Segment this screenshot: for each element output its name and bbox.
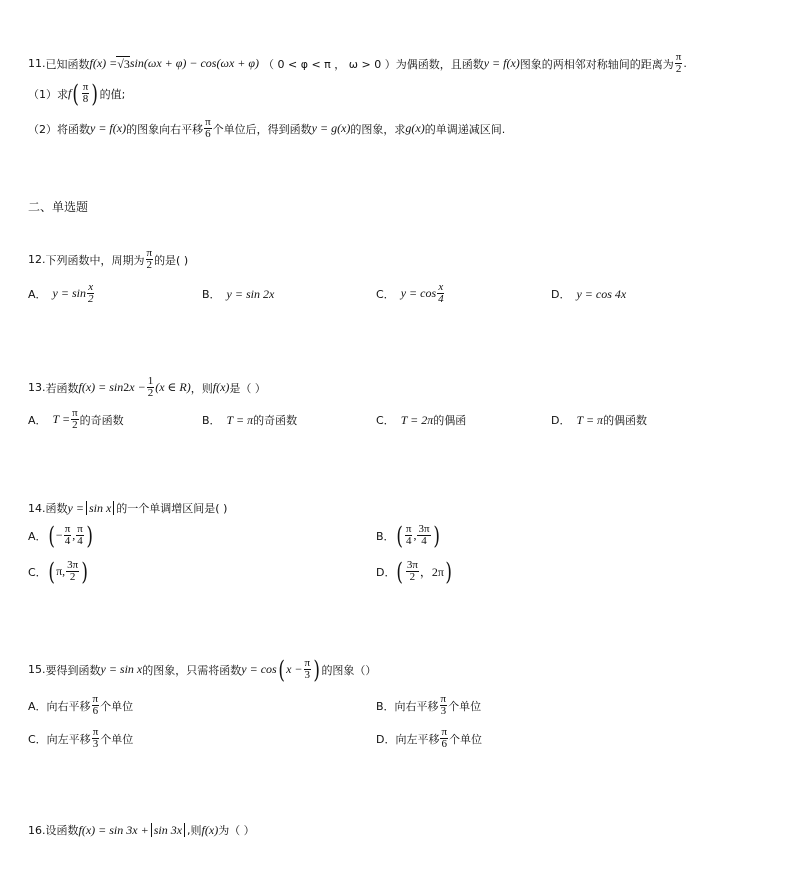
q13-option-a[interactable]: A． T = $\frac{\pi}{2}$ 的奇函数	[28, 407, 124, 431]
fraction: $\frac{\pi}{6}$	[441, 726, 448, 750]
fraction: $\frac{3\pi}{4}$	[418, 523, 430, 547]
fraction: $\frac{x}{2}$	[87, 281, 94, 305]
fraction: $\frac{\pi}{6}$	[205, 116, 211, 140]
fraction: $\frac{\pi}{3}$	[440, 693, 447, 717]
q13-option-c[interactable]: C． T = 2π 的偶函	[376, 412, 467, 427]
fraction: $\frac{\pi}{6}$	[92, 693, 99, 717]
q12-option-b[interactable]: B． y = sin 2x	[202, 286, 275, 301]
q14-option-b[interactable]: B． ( $\frac{\pi}{4}$ , $\frac{3\pi}{4}$ )	[376, 521, 440, 550]
q15-option-a[interactable]: A．向右平移 $\frac{\pi}{6}$ 个单位	[28, 693, 134, 717]
fraction: $\frac{3\pi}{2}$	[67, 559, 79, 583]
q14-option-c[interactable]: C． ( π, $\frac{3\pi}{2}$ )	[28, 557, 89, 586]
q13-stem: 13. 若函数 f(x) = sin 2 x − $\frac{1}{2}$ (x ∈ R) ，则 f(x) 是（ ）	[28, 375, 266, 399]
fraction: $\frac{\pi}{4}$	[405, 523, 412, 547]
q14-option-a[interactable]: A． ( − $\frac{\pi}{4}$ , $\frac{\pi}{4}$ )	[28, 521, 93, 550]
fraction: $\frac{\pi}{3}$	[92, 726, 99, 750]
q12-option-c[interactable]: C． y = cos $\frac{x}{4}$	[376, 281, 444, 305]
fraction: $\frac{\pi}{4}$	[64, 523, 71, 547]
fraction: $\frac{\pi}{4}$	[77, 523, 83, 547]
fraction: $\frac{\pi}{8}$	[82, 81, 89, 105]
q15-option-c[interactable]: C．向左平移 $\frac{\pi}{3}$ 个单位	[28, 726, 134, 750]
q11-part1: （1）求 f ( $\frac{\pi}{8}$ ) 的值;	[28, 79, 126, 108]
fraction: $\frac{1}{2}$	[147, 375, 154, 399]
q15-stem: 15. 要得到函数 y = sin x 的图象，只需将函数 y = cos ( x − $\frac{\pi}{3}$ ) 的图象（）	[28, 655, 377, 684]
q12-option-a[interactable]: A． y = sin $\frac{x}{2}$	[28, 281, 94, 305]
q15-option-d[interactable]: D．向左平移 $\frac{\pi}{6}$ 个单位	[376, 726, 483, 750]
q11-stem: 11. 已知函数 f(x) = √3 sin(ωx + φ) − cos(ωx + φ) （ 0 < φ < π ， ω > 0 ） 为偶函数，且函数 y = f(x) 图象的两相邻对称轴间的距离为 $\frac{\pi}{2}$ .	[28, 51, 687, 75]
q12-stem: 12. 下列函数中，周期为 $\frac{\pi}{2}$ 的是( )	[28, 247, 189, 271]
fraction: $\frac{\pi}{3}$	[304, 657, 311, 681]
q13-option-d[interactable]: D． T = π 的偶函数	[551, 412, 648, 427]
q16-stem: 16. 设函数 f(x) = sin 3x + sin 3x ,则 f(x) 为（ ）	[28, 822, 255, 837]
section-title: 二、单选题	[28, 200, 89, 214]
q14-stem: 14. 函数 y = sin x 的一个单调增区间是( )	[28, 500, 228, 515]
q15-option-b[interactable]: B．向右平移 $\frac{\pi}{3}$ 个单位	[376, 693, 482, 717]
fraction: $\frac{\pi}{2}$	[146, 247, 153, 271]
fraction: $\frac{3\pi}{2}$	[406, 559, 418, 583]
q12-option-d[interactable]: D． y = cos 4x	[551, 286, 627, 301]
q13-option-b[interactable]: B． T = π 的奇函数	[202, 412, 298, 427]
fraction: $\frac{x}{4}$	[438, 281, 444, 305]
fraction: $\frac{\pi}{2}$	[675, 51, 682, 75]
q14-option-d[interactable]: D． ( $\frac{3\pi}{2}$ ，2π )	[376, 557, 452, 586]
q11-part2: （2）将函数 y = f(x) 的图象向右平移 $\frac{\pi}{6}$ 个单位后，得到函数 y = g(x) 的图象，求 g(x) 的单调递减区间.	[28, 116, 506, 140]
fraction: $\frac{\pi}{2}$	[72, 407, 78, 431]
